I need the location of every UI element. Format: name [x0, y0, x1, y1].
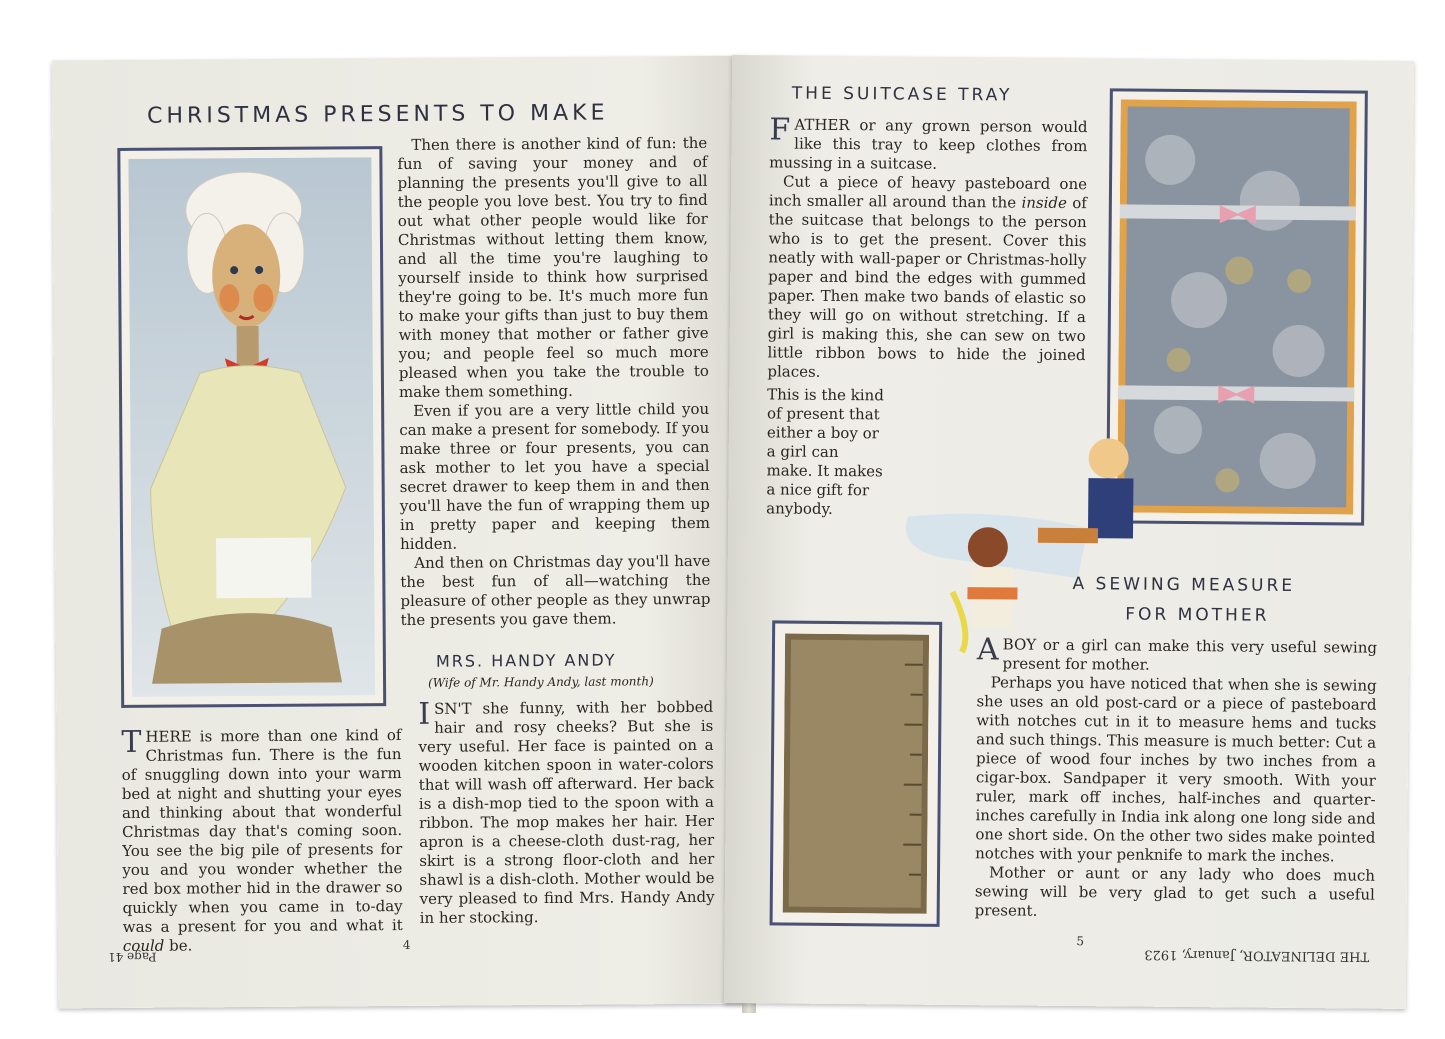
paragraph: And then on Christmas day you'll have the best fun of all—watching the pleasure of other people as they unwrap the presents you gave them.: [400, 551, 711, 630]
wood-measure: [783, 634, 929, 914]
tray-illustration: [1117, 99, 1357, 514]
skirt: [152, 612, 342, 683]
christmas-fun-column: THERE is more than one kind of Christmas fun. There is the fun of snuggling down into your warm bed at night and shutting your eyes and thinking about that wonderful Christmas day that's coming soon. You see the big pile of presents for you and you wonder whether the red box mother hid in the drawer so quickly when you came in to-day was a present for you and what it could be.: [121, 724, 403, 955]
page-number: 5: [1076, 934, 1085, 949]
tray-text: FATHER or any grown person would like this tray to keep clothes from mussing in a suitcase. Cut a piece of heavy pasteboard one inch smaller all around than the inside of the suitcase that belongs to the person who is to get the present. Cover this neatly with wall-paper or Christmas-holly paper and bind the edges with gummed paper. Then make two bands of elastic so they will go on without stretching. If a girl is making this, she can sew on two little ribbon bows to hide the joined places.: [767, 112, 1088, 381]
elastic-band: [1120, 204, 1356, 220]
paragraph: Even if you are a very little child you can make a present for somebody. If you make three or four presents, you can ask mother to let you have a special secret drawer to keep them in and then you'll have the fun of wrapping them up in pretty paper and keeping them hidden.: [399, 399, 711, 554]
upside-down-footer: THE DELINEATOR, January, 1923: [1144, 946, 1370, 964]
sewing-text: A BOY or a girl can make this very useful sewing present for mother. Perhaps you have noticed that when she is sewing she uses an old post-card or a piece of pasteboard with notches cut in it to measure hems and tucks and such things. This measure is much better: Cut a piece of wood four inches by two inches from a cigar-box. Sandpaper it very smooth. With your ruler, mark off inches, half-inches and quarter-inches carefully in India ink along one long side and one short side. On the other two sides make pointed notches with your penknife to mark the inches. Mother or aunt or any lady who does much sewing will be very glad to get such a useful present.: [974, 632, 1378, 920]
intro-column: [397, 134, 710, 630]
magazine-spread: [30, 58, 1415, 1013]
right-page: [724, 55, 1414, 1009]
elastic-band: [1118, 385, 1354, 401]
section-caption: (Wife of Mr. Handy Andy, last month): [428, 674, 654, 690]
drop-cap: F: [769, 112, 791, 148]
tray-note: This is the kind of present that either a boy or a girl can make. It makes a nice gift for anybody.: [766, 385, 884, 518]
doll-illustration: [128, 157, 375, 697]
page-number: 4: [402, 937, 411, 953]
section-heading: MRS. HANDY ANDY: [435, 650, 617, 671]
left-page: [52, 56, 754, 1009]
section-heading: FOR MOTHER: [1125, 604, 1270, 626]
doll-photo: [117, 146, 386, 708]
sewing-measure-image: [770, 620, 943, 926]
drop-cap: T: [121, 724, 142, 760]
section-heading: A SEWING MEASURE: [1072, 574, 1296, 596]
handy-andy-column: ISN'T she funny, with her bobbed hair and rosy cheeks? But she is very useful. Her face is painted on a wooden kitchen spoon in water-colors that will wash off afterward. Her back is a dish-mop tied to the spoon with a ribbon. The mop makes her hair. Her apron is a cheese-cloth dust-rag, her skirt is a strong floor-cloth and her shawl is a dish-cloth. Mother would be very pleased to find Mrs. Handy Andy in her stocking.: [418, 696, 715, 927]
spoon-handle: [237, 326, 259, 366]
paragraph: Then there is another kind of fun: the fun of saving your money and of planning the presents you'll give to all the people you love best. You try to find out what other people would like for Christmas without letting them know, and all the time you're laughing to yourself inside to think how surprised they're going to be. It's much more fun to make your gifts than just to buy them with money that mother or father give you; and people feel so much more pleased when you take the trouble to make them something.: [397, 133, 709, 402]
drop-cap: I: [418, 696, 431, 732]
page-title: THE SUITCASE TRAY: [791, 83, 1013, 106]
suitcase-tray-image: [1106, 88, 1368, 525]
drop-cap: A: [976, 632, 999, 668]
page-title: CHRISTMAS PRESENTS TO MAKE: [147, 100, 609, 129]
upside-down-footer: Page 41: [107, 949, 157, 965]
